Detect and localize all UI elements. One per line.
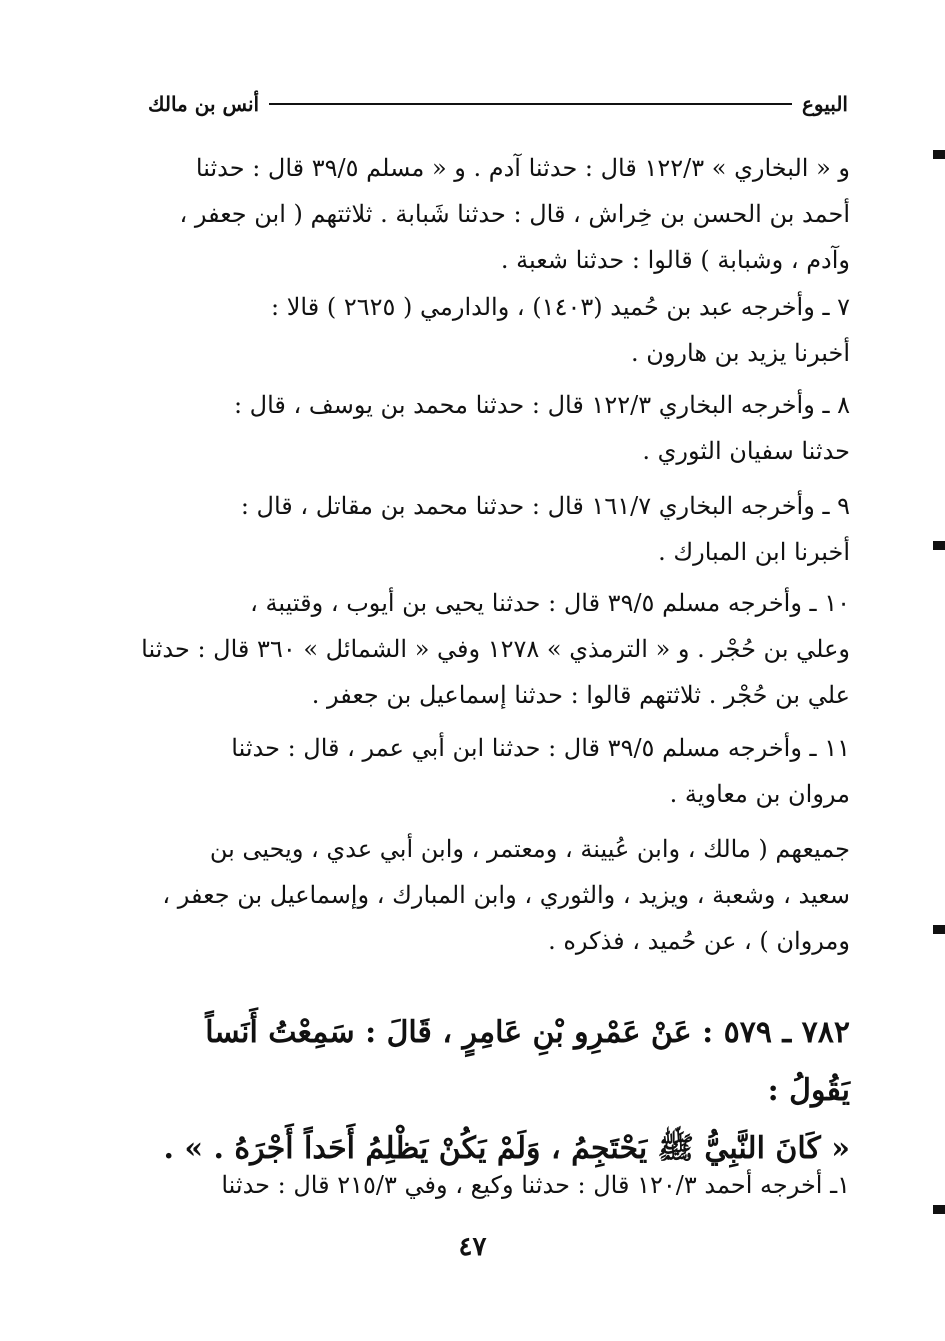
- header-chapter-title: البيوع: [802, 92, 848, 116]
- paragraph-line: أخبرنا ابن المبارك .: [658, 538, 850, 566]
- paragraph-2: [140, 284, 850, 376]
- header-rule: [269, 103, 792, 105]
- paragraph-1: [140, 145, 850, 283]
- header-narrator-title: أنس بن مالك: [148, 92, 260, 116]
- hadith-line: « كَانَ النَّبِيُّ ﷺ يَحْتَجِمُ ، وَلَمْ يَكُنْ يَظْلِمُ أَحَداً أَجْرَهُ . » .: [163, 1131, 850, 1166]
- paragraph-line: ومروان ) ، عن حُميد ، فذكره .: [548, 927, 850, 955]
- hadith-line: ٧٨٢ ـ ٥٧٩ : عَنْ عَمْرِو بْنِ عَامِرٍ ، قَالَ : سَمِعْتُ أَنَساً يَقُولُ :: [205, 1015, 850, 1108]
- paragraph-line: جميعهم ( مالك ، وابن عُيينة ، ومعتمر ، وابن أبي عدي ، ويحيى بن: [209, 835, 850, 863]
- margin-mark: [933, 150, 945, 159]
- paragraph-line: مروان بن معاوية .: [669, 780, 850, 808]
- margin-mark: [933, 925, 945, 934]
- paragraph-line: أحمد بن الحسن بن خِراش ، قال : حدثنا شَبابة . ثلاثتهم ( ابن جعفر ،: [179, 200, 850, 228]
- paragraph-line: ٨ ـ وأخرجه البخاري ١٢٢/٣ قال : حدثنا محمد بن يوسف ، قال :: [233, 391, 850, 419]
- paragraph-line: سعيد ، وشعبة ، ويزيد ، والثوري ، وابن المبارك ، وإسماعيل بن جعفر ،: [162, 881, 850, 909]
- margin-mark: [933, 1205, 945, 1214]
- paragraph-line: وآدم ، وشبابة ) قالوا : حدثنا شعبة .: [500, 246, 850, 274]
- footnote: [140, 1162, 850, 1208]
- paragraph-4: [140, 483, 850, 575]
- paragraph-line: ٧ ـ وأخرجه عبد بن حُميد (١٤٠٣) ، والدارمي ( ٢٦٢٥ ) قالا :: [271, 293, 850, 321]
- page-number: ٤٧: [458, 1232, 487, 1262]
- paragraph-5: [140, 580, 850, 718]
- paragraph-line: أخبرنا يزيد بن هارون .: [630, 339, 850, 367]
- paragraph-6: [140, 725, 850, 817]
- running-header: [148, 86, 848, 122]
- paragraph-line: وعلي بن حُجْر . و « الترمذي » ١٢٧٨ وفي « الشمائل » ٣٦٠ قال : حدثنا: [141, 635, 850, 663]
- margin-mark: [933, 541, 945, 550]
- paragraph-line: ٩ ـ وأخرجه البخاري ١٦١/٧ قال : حدثنا محمد بن مقاتل ، قال :: [240, 492, 850, 520]
- paragraph-3: [140, 382, 850, 474]
- paragraph-line: ١١ ـ وأخرجه مسلم ٣٩/٥ قال : حدثنا ابن أبي عمر ، قال : حدثنا: [231, 734, 850, 762]
- paragraph-line: علي بن حُجْر . ثلاثتهم قالوا : حدثنا إسماعيل بن جعفر .: [311, 681, 850, 709]
- paragraph-7: [140, 826, 850, 964]
- paragraph-line: حدثنا سفيان الثوري .: [642, 437, 850, 465]
- footnote-line: ١ـ أخرجه أحمد ١٢٠/٣ قال : حدثنا وكيع ، وفي ٢١٥/٣ قال : حدثنا: [221, 1171, 850, 1199]
- paragraph-line: و « البخاري » ١٢٢/٣ قال : حدثنا آدم . و « مسلم ٣٩/٥ قال : حدثنا: [195, 154, 850, 182]
- hadith-text: [140, 1004, 850, 1178]
- paragraph-line: ١٠ ـ وأخرجه مسلم ٣٩/٥ قال : حدثنا يحيى بن أيوب ، وقتيبة ،: [250, 589, 850, 617]
